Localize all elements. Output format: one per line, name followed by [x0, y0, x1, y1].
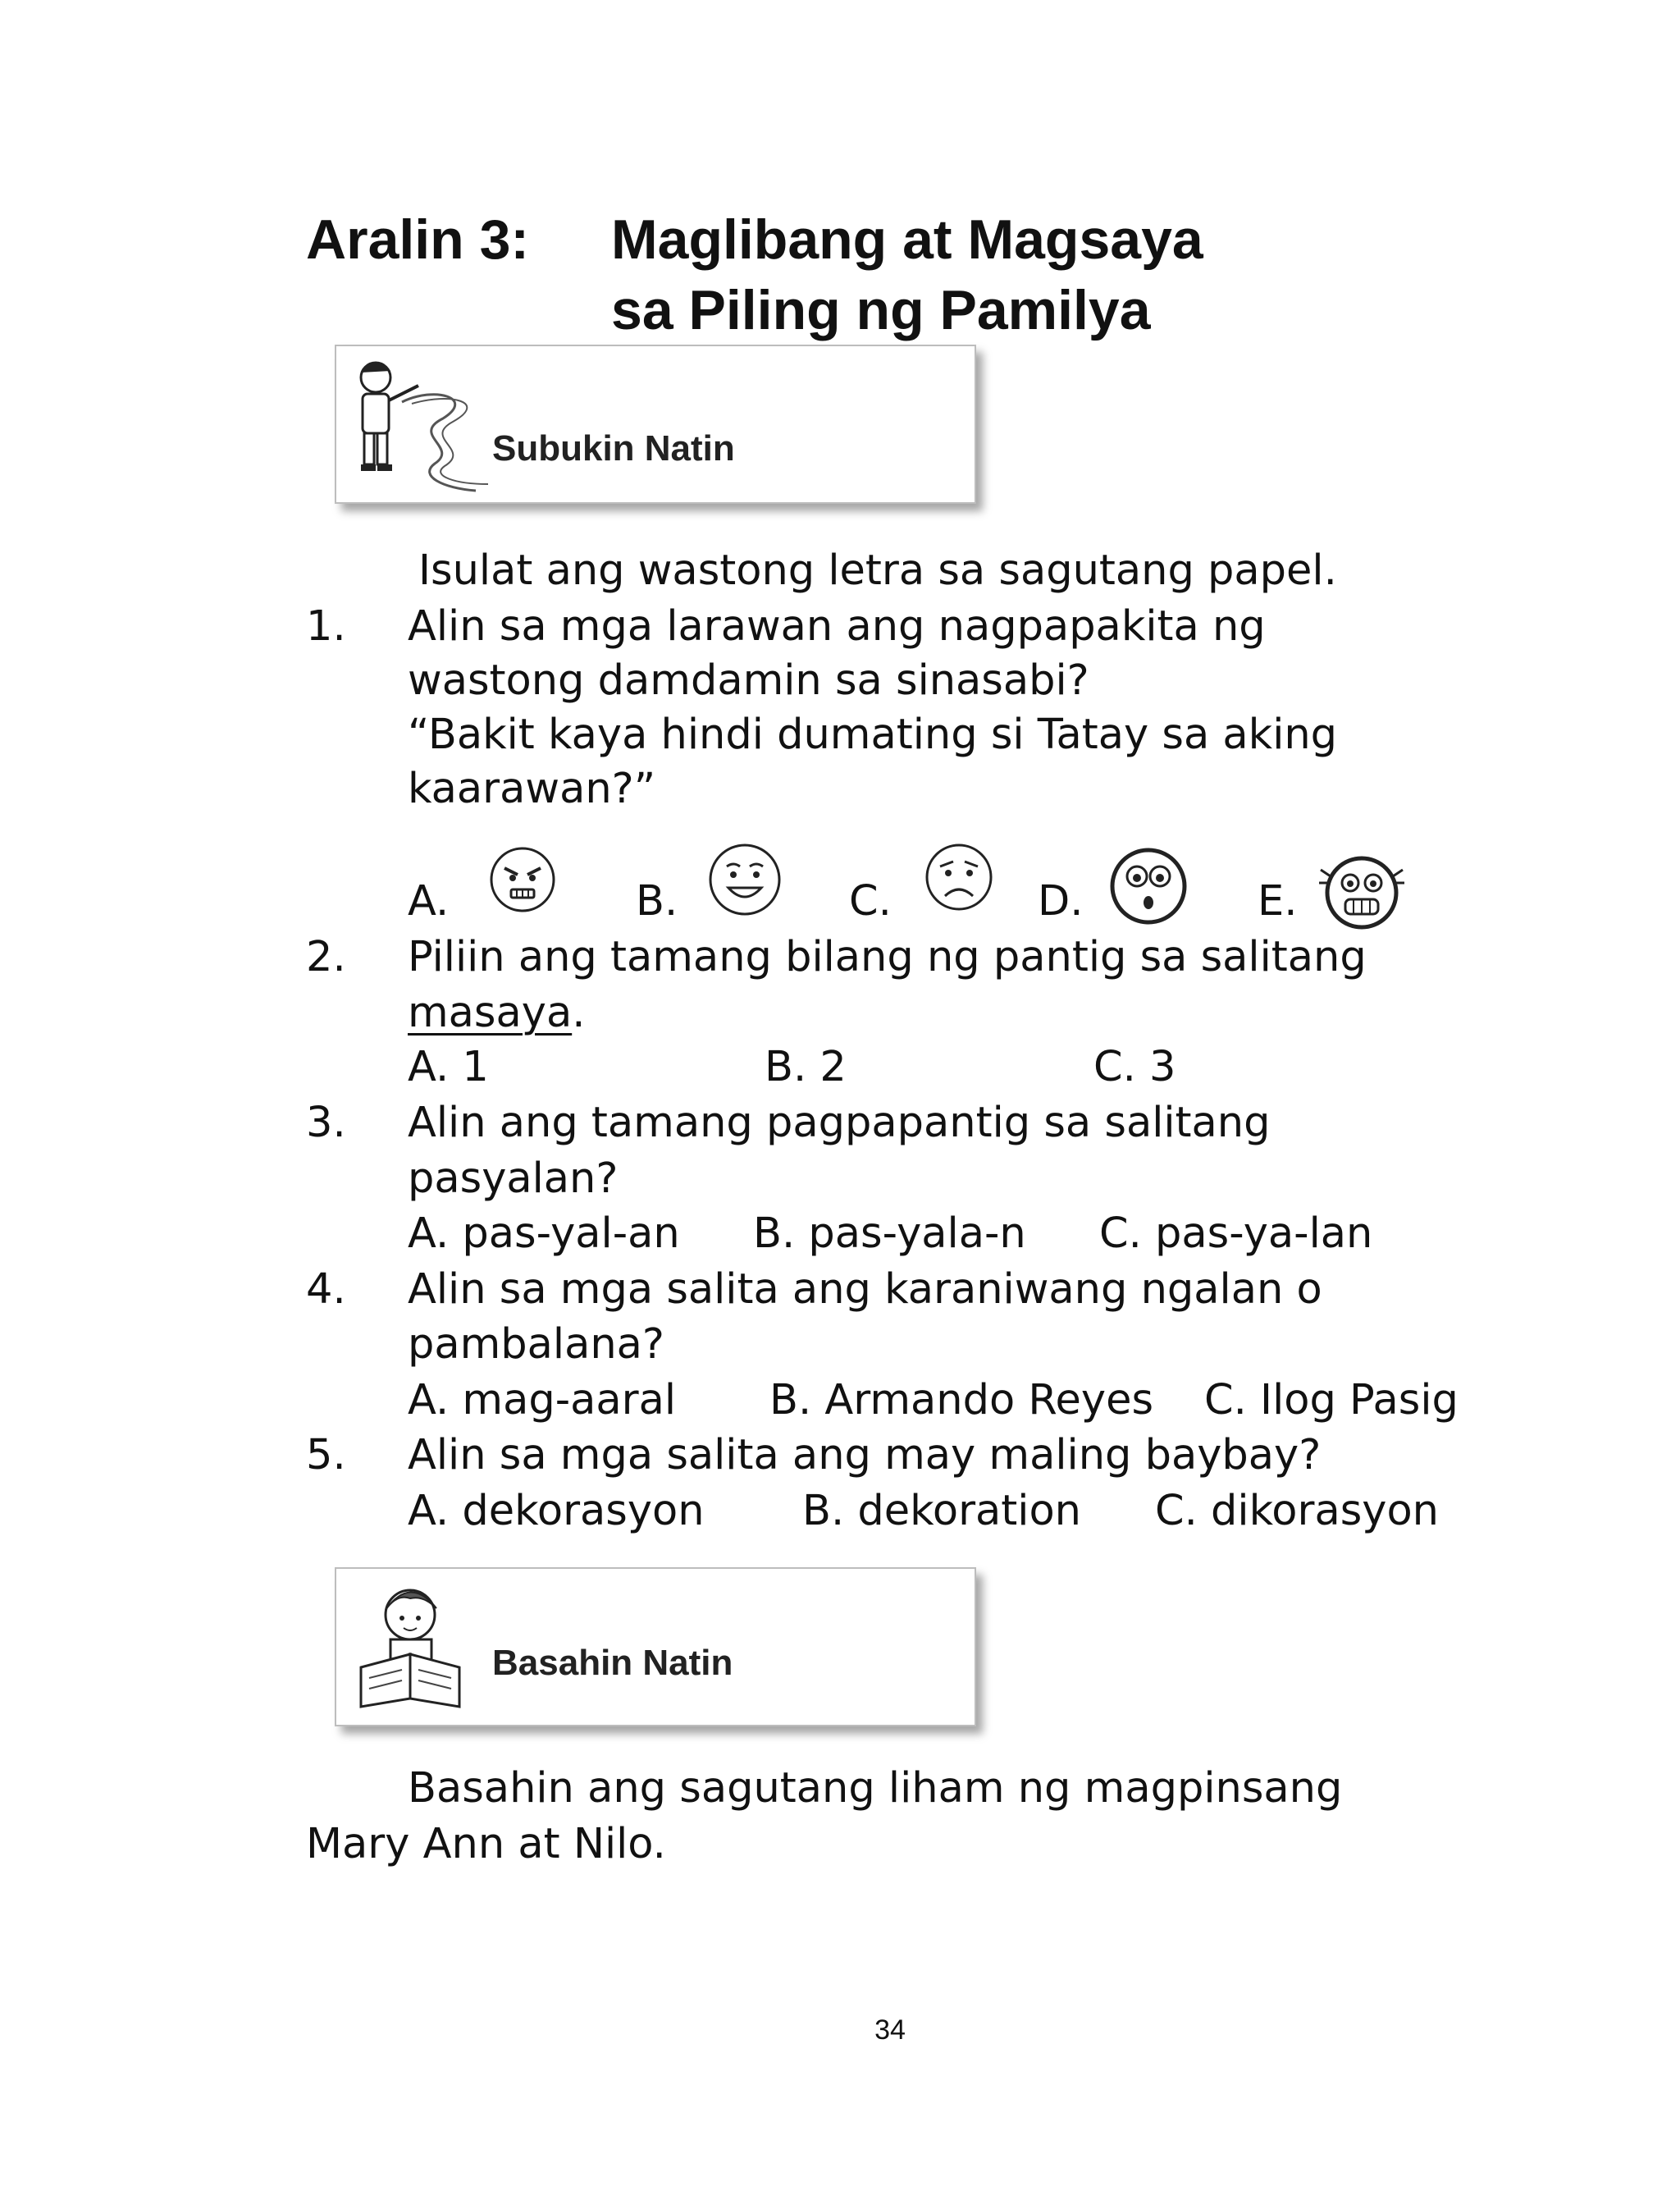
choice-b: B. pas-yala-n: [753, 1209, 1026, 1258]
surprised-face-icon: [1107, 845, 1189, 927]
choice-label-d: D.: [1038, 877, 1084, 926]
question-line: Alin ang tamang pagpapantig sa salitang: [408, 1099, 1271, 1147]
choice-label-e: E.: [1258, 877, 1298, 926]
question-line: Alin sa mga salita ang may maling baybay?: [408, 1431, 1322, 1479]
question-number: 4.: [306, 1265, 346, 1314]
choice-a: A. dekorasyon: [408, 1487, 705, 1535]
word-suffix: .: [572, 989, 586, 1037]
banner-label: Subukin Natin: [492, 428, 735, 469]
question-number: 1.: [306, 602, 346, 651]
question-line: kaarawan?”: [408, 765, 656, 813]
subukin-natin-banner: [335, 345, 976, 504]
choice-b: B. 2: [765, 1043, 847, 1091]
question-line: Alin sa mga salita ang karaniwang ngalan o: [408, 1265, 1322, 1314]
lesson-title-line1: Maglibang at Magsaya: [611, 208, 1203, 271]
choice-a: A. pas-yal-an: [408, 1209, 680, 1258]
choice-b: B. dekoration: [802, 1487, 1081, 1535]
boy-pointing-path-icon: [345, 353, 492, 496]
choice-c: C. Ilog Pasig: [1204, 1376, 1459, 1424]
choice-label-b: B.: [636, 877, 678, 926]
sad-face-icon: [924, 842, 994, 912]
question-line: Alin sa mga larawan ang nagpapakita ng: [408, 602, 1266, 651]
page-number: 34: [874, 2014, 906, 2046]
choice-label-c: C.: [849, 877, 892, 926]
question-line: wastong damdamin sa sinasabi?: [408, 656, 1089, 705]
boy-reading-icon: [345, 1575, 492, 1719]
choice-a: A. 1: [408, 1043, 489, 1091]
paragraph-line2: Mary Ann at Nilo.: [306, 1820, 666, 1868]
question-number: 3.: [306, 1099, 346, 1147]
question-line: pasyalan?: [408, 1154, 619, 1203]
paragraph-line1: Basahin ang sagutang liham ng magpinsang: [408, 1764, 1343, 1813]
scared-face-icon: [1312, 845, 1411, 935]
question-line: [408, 986, 585, 1040]
choice-c: C. dikorasyon: [1155, 1487, 1439, 1535]
choice-c: C. pas-ya-lan: [1099, 1209, 1373, 1258]
lesson-title-line2: sa Piling ng Pamilya: [611, 279, 1151, 341]
choice-a: A. mag-aaral: [408, 1376, 677, 1424]
choice-b: B. Armando Reyes: [769, 1376, 1154, 1424]
question-line: “Bakit kaya hindi dumating si Tatay sa aking: [408, 711, 1338, 759]
question-line: Piliin ang tamang bilang ng pantig sa salitang: [408, 933, 1367, 981]
lesson-label: Aralin 3:: [306, 208, 530, 271]
choice-c: C. 3: [1093, 1043, 1176, 1091]
underlined-word: masaya: [408, 989, 573, 1037]
choice-label-a: A.: [408, 877, 450, 926]
question-number: 5.: [306, 1431, 346, 1479]
question-number: 2.: [306, 933, 346, 981]
question-line: pambalana?: [408, 1320, 664, 1369]
happy-face-icon: [707, 842, 783, 917]
angry-face-icon: [488, 845, 557, 914]
basahin-natin-banner: [335, 1567, 976, 1726]
banner-label: Basahin Natin: [492, 1643, 733, 1683]
instruction-text: Isulat ang wastong letra sa sagutang papel.: [418, 546, 1337, 595]
